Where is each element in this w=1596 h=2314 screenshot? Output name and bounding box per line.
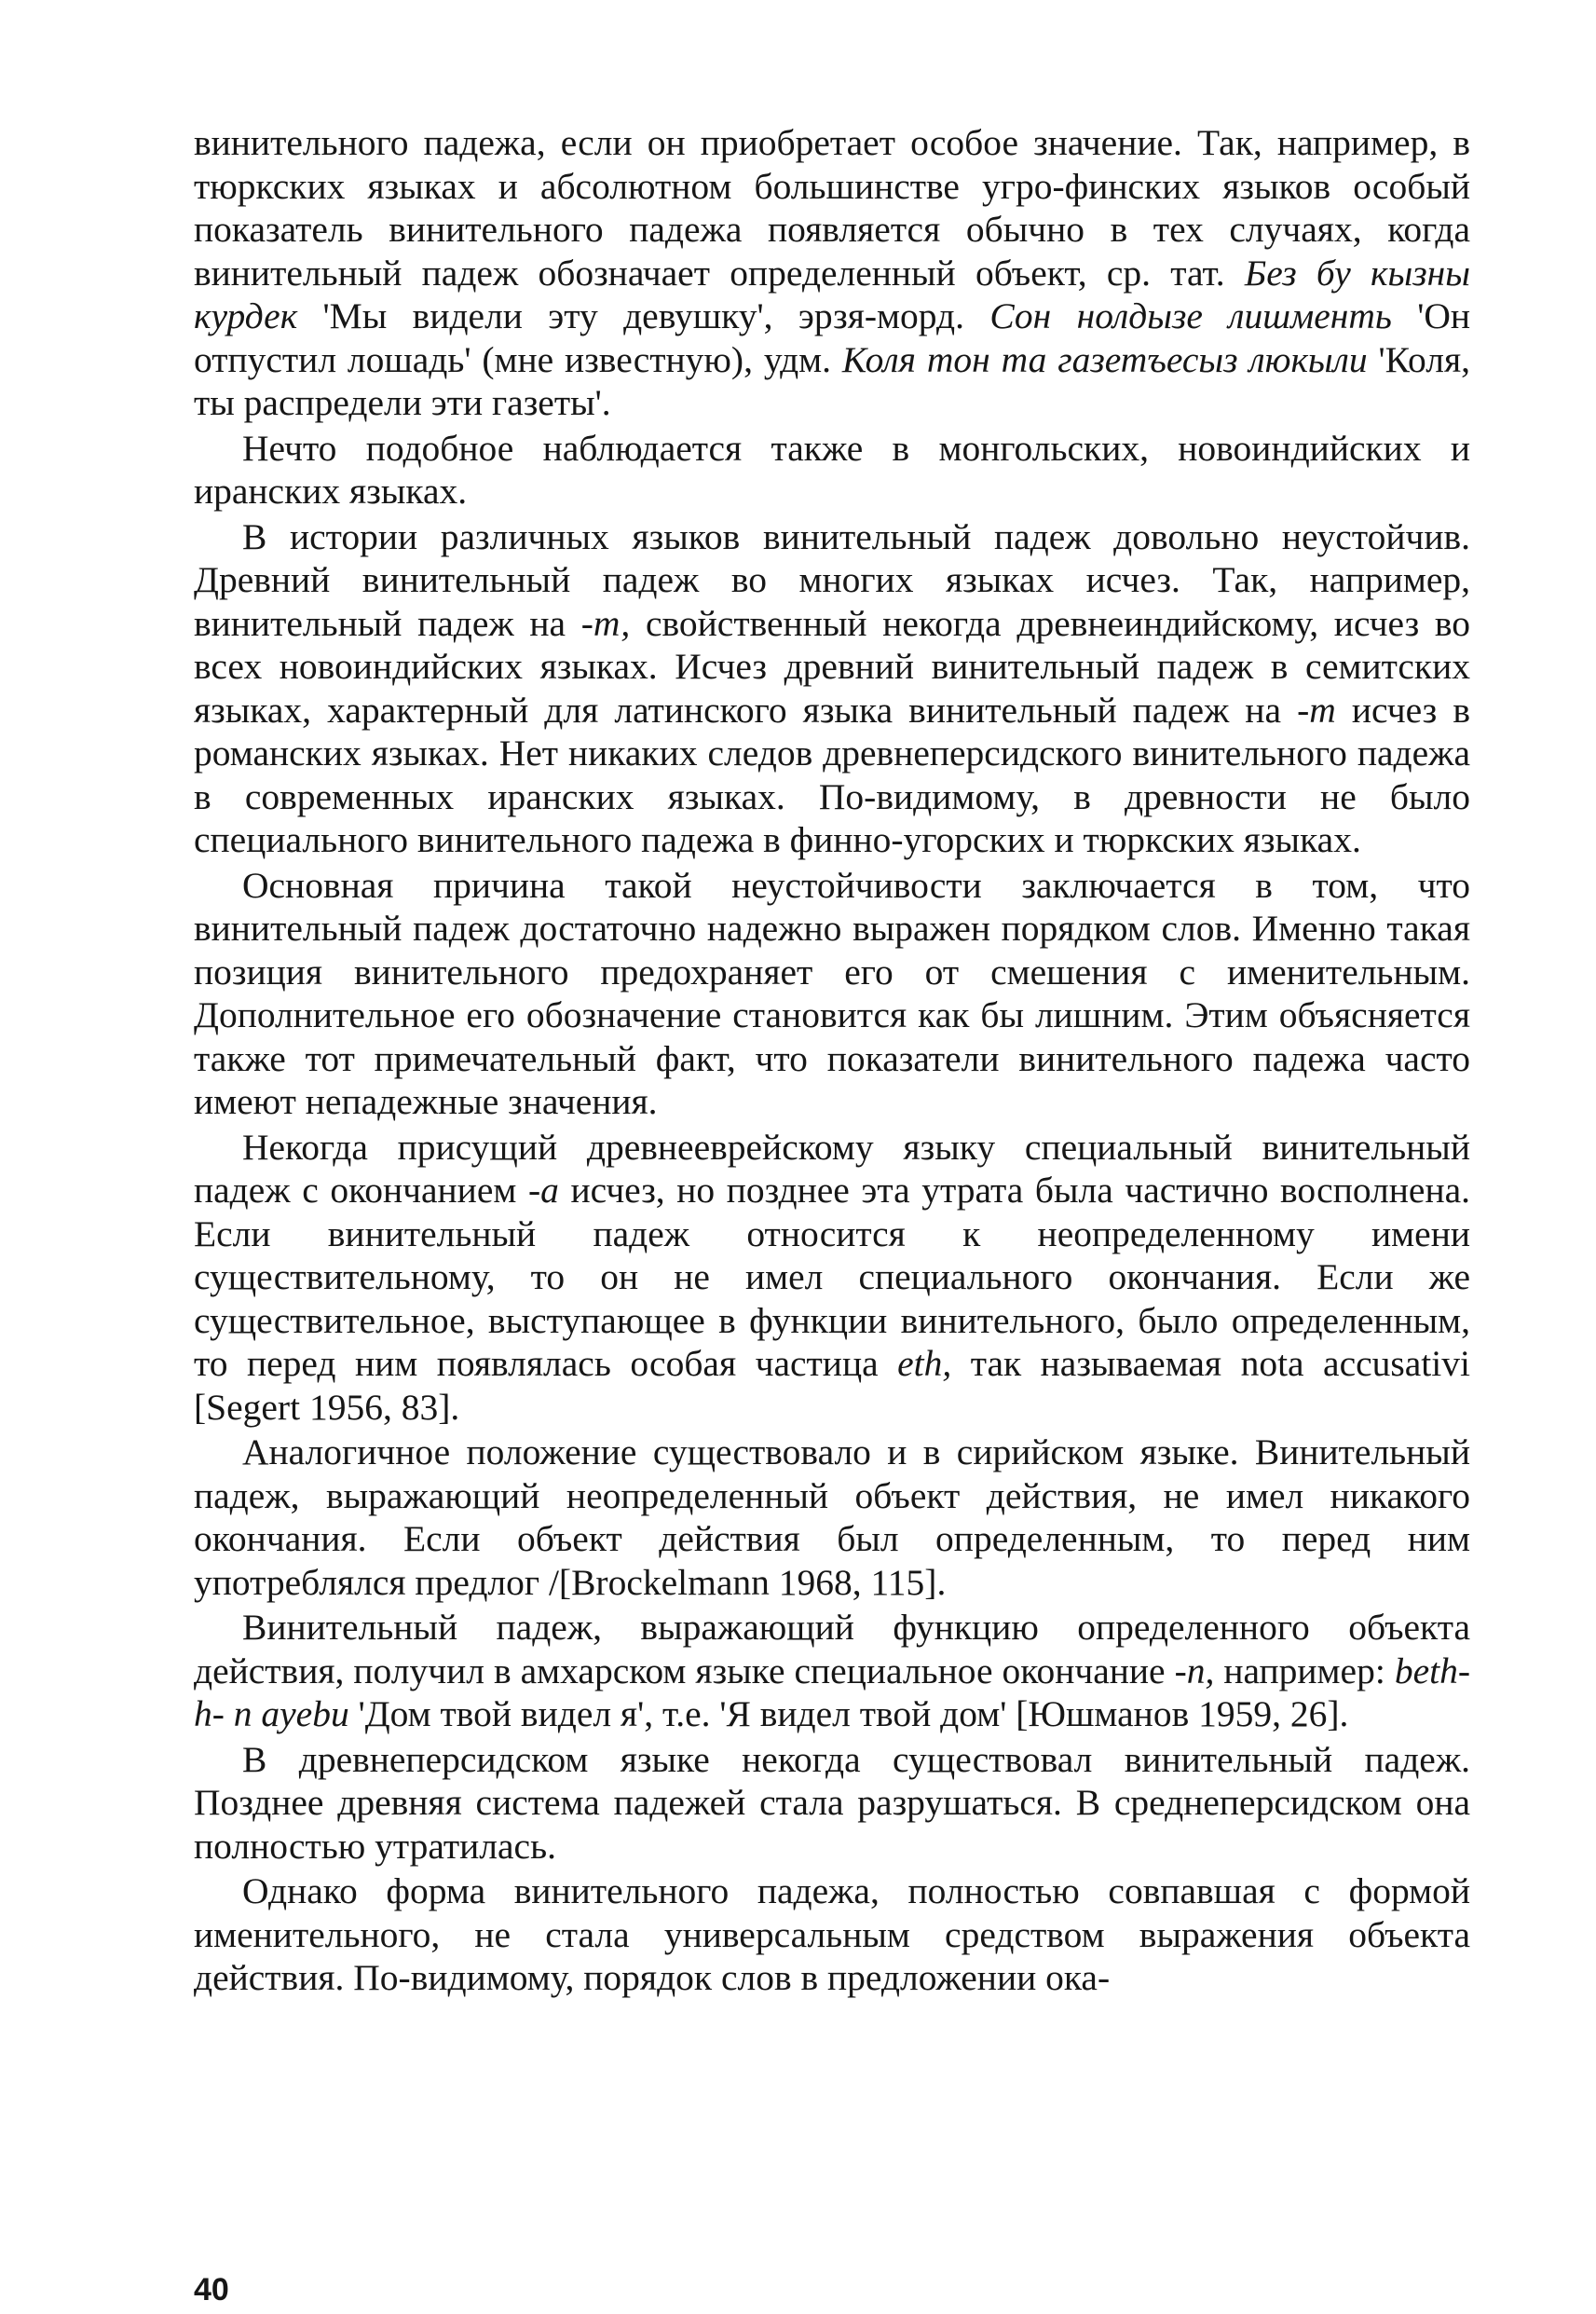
text-run: Нечто подобное наблюдается также в монгольских, новоиндийских и иранских языках. xyxy=(194,427,1470,512)
text-run: Аналогичное положение существовало и в сирийском языке. Винительный падеж, выражающий неопределенный объект действия, не имел никакого окончания. Если объект действия был определенным, то перед ним употреблялся предлог /[Brockelmann 1968, 115]. xyxy=(194,1431,1470,1603)
italic-term: -т, xyxy=(580,602,631,644)
text-run: В истории различных языков винительный падеж довольно неустойчив. Древний винительный падеж во многих языках исчез. Так, например, винительный падеж на xyxy=(194,515,1470,644)
italic-term: Без бу кызны курдек xyxy=(194,252,1470,336)
paragraph-8 xyxy=(194,1738,1470,1869)
text-run: исчез в романских языках. Нет никаких следов древнеперсидского винительного падежа в современных иранских языках. По-видимому, в древности не было специального винительного падежа в финно-угорских и тюркских языках. xyxy=(194,689,1471,860)
text-run: винительного падежа, если он приобретает особое значение. Так, например, в тюркских языках и абсолютном большинстве угро-финских языков особый показатель винительного падежа появляется обычно в тех случаях, когда винительный падеж обозначает определенный объект, ср. тат. xyxy=(194,122,1470,294)
text-run: 'Мы видели эту девушку', эрзя-морд. xyxy=(297,295,990,336)
italic-term: Коля тон та газетъесыз люкыли xyxy=(841,338,1368,380)
body-text xyxy=(194,121,1470,2000)
paragraph-2 xyxy=(194,427,1470,513)
text-run: Однако форма винительного падежа, полностью совпавшая с формой именительного, не стала универсальным средством выражения объекта действия. По-видимому, порядок слов в предложении ока- xyxy=(194,1870,1470,1998)
text-run: 'Дом твой видел я', т.е. 'Я видел твой дом' [Юшманов 1959, 26]. xyxy=(348,1693,1349,1734)
text-run: 'Он отпустил лошадь' (мне известную), удм. xyxy=(194,295,1470,380)
text-run: 'Коля, ты распредели эти газеты'. xyxy=(194,338,1470,423)
text-run: исчез, но позднее эта утрата была частично восполнена. Если винительный падеж относится к неопределенному имени существительному, то он не имел специального окончания. Если же существительное, выступающее в функции винительного, было определенным, то перед ним появлялась особая частица xyxy=(194,1170,1470,1384)
text-run: так называемая nota accusativi [Segert 1956, 83]. xyxy=(194,1343,1470,1428)
text-run: например: xyxy=(1214,1650,1395,1691)
italic-term: Сон нолдызе лишменть xyxy=(989,295,1392,336)
text-run: В древнеперсидском языке некогда существовал винительный падеж. Позднее древняя система падежей стала разрушаться. В среднеперсидском она полностью утратилась. xyxy=(194,1738,1470,1867)
italic-term: а xyxy=(540,1170,559,1211)
italic-term: eth, xyxy=(897,1343,952,1384)
paragraph-3 xyxy=(194,515,1470,862)
paragraph-1 xyxy=(194,121,1470,425)
italic-term: -n, xyxy=(1174,1650,1215,1691)
text-run: Винительный падеж, выражающий функцию определенного объекта действия, получил в амхарском языке специальное окончание xyxy=(194,1607,1470,1691)
paragraph-5 xyxy=(194,1126,1470,1430)
text-run: Некогда присущий древнееврейскому языку специальный винительный падеж с окончанием - xyxy=(194,1126,1470,1211)
paragraph-9 xyxy=(194,1869,1470,2000)
paragraph-6 xyxy=(194,1431,1470,1604)
paragraph-4 xyxy=(194,864,1470,1124)
page-number: 40 xyxy=(194,2272,229,2307)
paragraph-7 xyxy=(194,1606,1470,1736)
text-run: Основная причина такой неустойчивости заключается в том, что винительный падеж достаточно надежно выражен порядком слов. Именно такая позиция винительного предохраняет его от смешения с именительным. Дополнительное его обозначение становится как бы лишним. Этим объясняется также тот примечательный факт, что показатели винительного падежа часто имеют непадежные значения. xyxy=(194,864,1470,1122)
italic-term: beth-h- n ayebu xyxy=(194,1650,1470,1734)
text-run: свойственный некогда древнеиндийскому, исчез во всех новоиндийских языках. Исчез древний винительный падеж в семитских языках, характерный для латинского языка винительный падеж на xyxy=(194,602,1470,731)
italic-term: -т xyxy=(1297,689,1336,731)
